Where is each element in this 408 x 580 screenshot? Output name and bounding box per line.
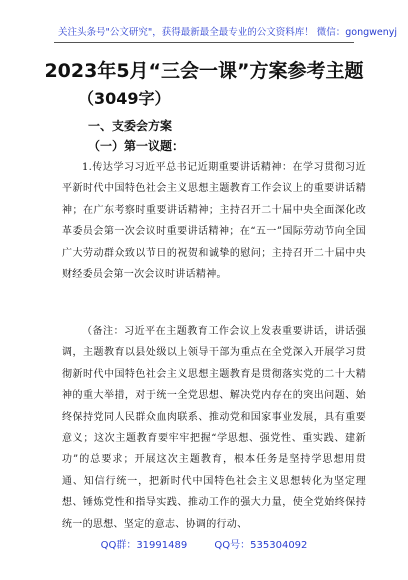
document-subtitle: （3049字）: [78, 89, 171, 108]
header-divider: [54, 42, 354, 43]
paragraph-1: 1.传达学习习近平总书记近期重要讲话精神：在学习贯彻习近平新时代中国特色社会主义思想主题教育工作会议上的重要讲话精神；在广东考察时重要讲话精神；主持召开二十届中央全面深化改革委员会第一次会议时重要讲话精神；在“五一”国际劳动节向全国广大劳动群众致以节日的祝贺和诚挚的慰问；主持召开二十届中央财经委员会第一次会议时讲话精神。: [62, 162, 366, 281]
footer-contacts: [0, 536, 408, 551]
footer-qq-group[interactable]: QQ群：31991489: [100, 540, 188, 551]
paragraph-2: （备注：习近平在主题教育工作会议上发表重要讲话，讲话强调，主题教育以县处级以上领导干部为重点在全党深入开展学习贯彻新时代中国特色社会主义思想主题教育是贯彻落实党的二十大精神的重大举措，对于统一全党思想、解决党内存在的突出问题、始终保持党同人民群众血肉联系、推动党和国家事业发展，具有重要意义；这次主题教育要牢牢把握“学思想、强党性、重实践、建新功”的总要求；开展这次主题教育，根本任务是坚持学思想用贯通、知信行统一，把新时代中国特色社会主义思想转化为坚定理想、锤炼党性和指导实践、推动工作的强大力量，使全党始终保持统一的思想、坚定的意志、协调的行动、: [62, 326, 366, 530]
subsection-heading: （一）第一议题：: [88, 139, 185, 153]
section-heading: 一、支委会方案: [88, 119, 173, 133]
document-title: 2023年5月“三会一课”方案参考主题: [44, 60, 364, 82]
header-banner[interactable]: 关注头条号"公文研究"，获得最新最全最专业的公文资料库！ 微信：gongwenyj: [58, 27, 398, 38]
footer-qq-number[interactable]: QQ号：535304092: [214, 540, 308, 551]
